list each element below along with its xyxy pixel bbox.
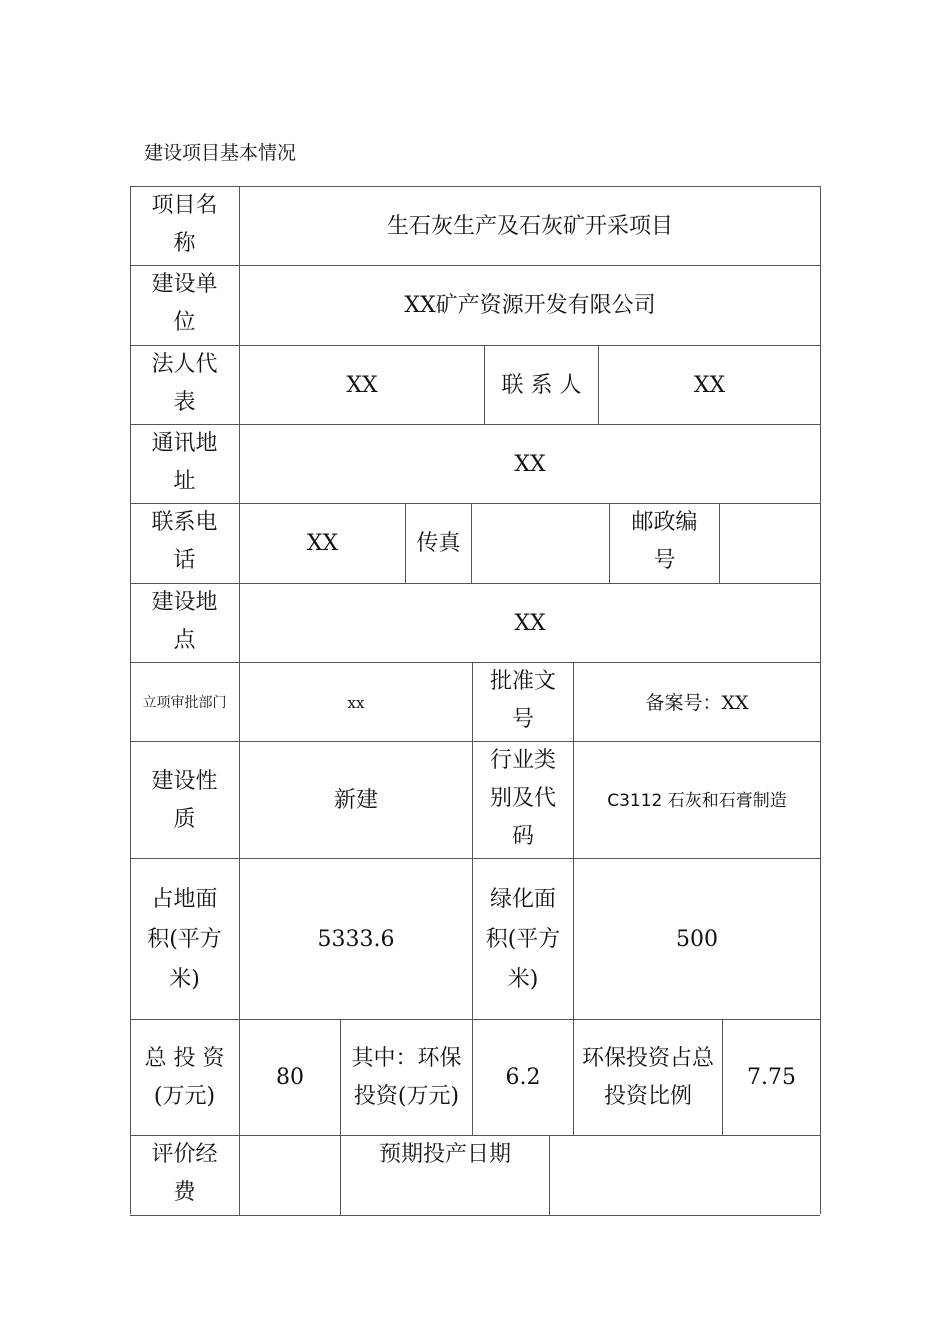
env-ratio-value: 7.75	[722, 1020, 820, 1136]
total-invest-value: 80	[239, 1020, 340, 1136]
env-invest-value: 6.2	[472, 1020, 573, 1136]
table-row	[130, 345, 820, 425]
page-title: 建设项目基本情况	[144, 142, 297, 164]
area-value: 5333.6	[239, 859, 472, 1020]
industry-label: 行业类别及代码	[472, 742, 573, 859]
nature-label: 建设性质	[151, 768, 218, 832]
nature-value: 新建	[239, 742, 472, 859]
table-row	[130, 186, 820, 266]
project-name-value: 生石灰生产及石灰矿开采项目	[239, 187, 820, 266]
table-row	[130, 1019, 820, 1136]
table-row	[130, 265, 820, 346]
table-row	[130, 741, 820, 859]
site-label: 建设地点	[151, 590, 218, 653]
fee-value	[239, 1136, 340, 1215]
table-row	[130, 662, 820, 742]
phone-label: 联系电话	[151, 510, 218, 573]
table-row	[130, 583, 820, 663]
total-invest-label: 总 投 资 (万元)	[144, 1046, 225, 1109]
address-label: 通讯地址	[151, 431, 218, 494]
table-row	[130, 424, 820, 504]
env-ratio-label: 环保投资占总投资比例	[573, 1020, 722, 1136]
fax-label: 传真	[405, 504, 471, 584]
approval-doc-label: 批准文号	[472, 663, 573, 742]
address-value: XX	[239, 425, 820, 504]
approval-dept-label: 立项审批部门	[142, 694, 227, 711]
postcode-label: 邮政编号	[609, 504, 719, 584]
legal-rep-label: 法人代表	[151, 352, 218, 415]
site-value: XX	[239, 584, 820, 663]
industry-value: C3112 石灰和石膏制造	[573, 742, 820, 859]
table-row	[130, 503, 820, 584]
start-date-label: 预期投产日期	[340, 1136, 549, 1215]
start-date-value	[549, 1136, 820, 1215]
area-label: 占地面积(平方米)	[147, 886, 222, 992]
fee-label: 评价经费	[151, 1142, 218, 1205]
approval-doc-value: 备案号：XX	[573, 663, 820, 742]
contact-value: XX	[598, 346, 820, 425]
phone-value: XX	[239, 504, 405, 584]
green-area-label: 绿化面积(平方米)	[472, 859, 573, 1020]
project-name-label: 项目名称	[151, 193, 218, 256]
builder-label: 建设单位	[151, 272, 218, 335]
postcode-value	[719, 504, 820, 584]
builder-value: XX矿产资源开发有限公司	[239, 266, 820, 346]
green-area-value: 500	[573, 859, 820, 1020]
env-invest-label: 其中：环保投资(万元)	[340, 1020, 472, 1136]
contact-label: 联 系 人	[484, 346, 598, 425]
approval-dept-value: xx	[239, 663, 472, 742]
fax-value	[471, 504, 609, 584]
table-row	[130, 1135, 820, 1216]
table-row	[130, 858, 820, 1020]
legal-rep-value: XX	[239, 346, 484, 425]
